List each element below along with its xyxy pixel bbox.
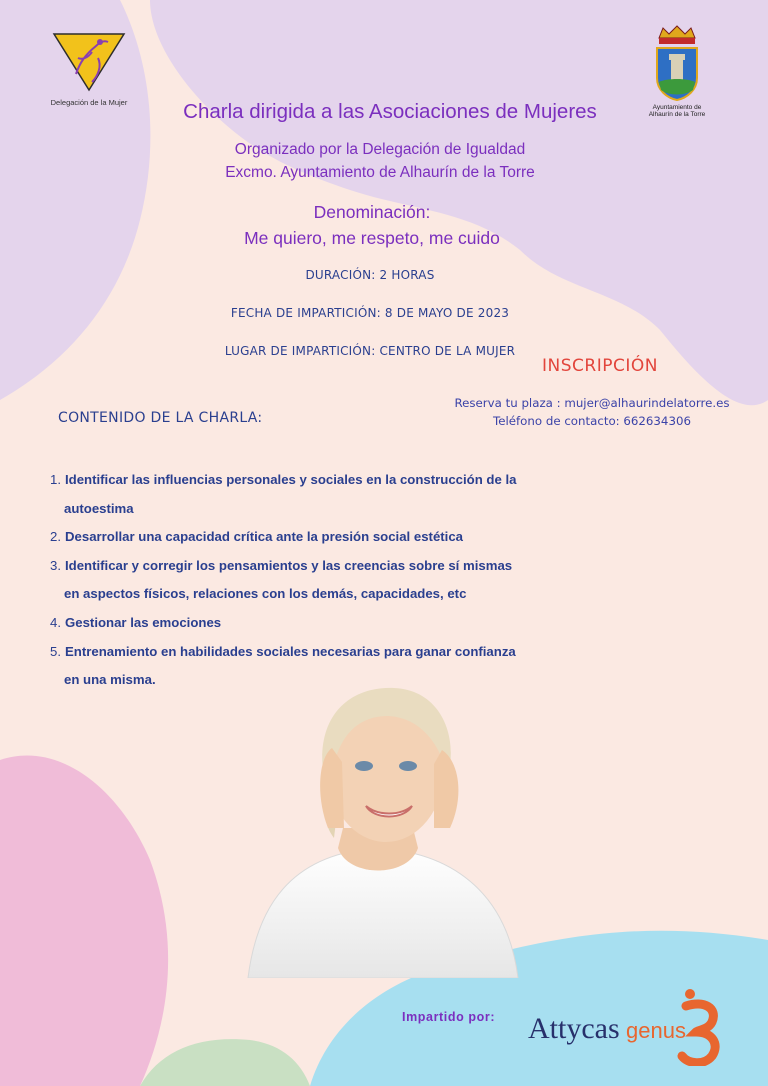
registration-heading: INSCRIPCIÓN (542, 356, 658, 376)
duration-text: DURACIÓN: 2 HORAS (305, 268, 435, 282)
brand-text-part2: genus (626, 1018, 686, 1043)
registration-phone[interactable]: Teléfono de contacto: 662634306 (493, 414, 691, 428)
list-item-number: 4. (50, 614, 61, 630)
list-item-text: Gestionar las emociones (65, 614, 222, 630)
content-heading: CONTENIDO DE LA CHARLA: (58, 410, 263, 426)
organizer-line2: Excmo. Ayuntamiento de Alhaurín de la Torre (225, 164, 535, 181)
list-item (50, 609, 570, 638)
list-item (50, 552, 570, 581)
brand-text-part1: Attycas (528, 1012, 620, 1045)
right-logo-caption-line1: Ayuntamiento de (652, 104, 702, 111)
list-item (50, 523, 570, 552)
right-logo-caption-line2: Alhaurín de la Torre (648, 111, 706, 119)
list-item-number: 1. (50, 472, 61, 487)
delegacion-mujer-logo (48, 32, 130, 107)
list-item-number: 5. (50, 643, 61, 659)
coat-of-arms-icon (653, 24, 701, 102)
list-item-continuation: en aspectos físicos, relaciones con los demás, capacidades, etc (64, 586, 467, 602)
list-item-continuation: en una misma. (64, 672, 156, 688)
denomination-value: Me quiero, me respeto, me cuido (244, 228, 500, 248)
list-item-continuation: autoestima (64, 500, 134, 516)
content-list (50, 466, 570, 695)
date-text: FECHA DE IMPARTICIÓN: 8 DE MAYO DE 2023 (230, 306, 510, 320)
organizer-line1: Organizado por la Delegación de Igualdad (234, 141, 526, 158)
list-item-number: 3. (50, 557, 61, 573)
list-item (50, 638, 570, 667)
taught-by-label: Impartido por: (402, 1010, 496, 1024)
list-item-number: 2. (50, 529, 61, 545)
list-item-text: Desarrollar una capacidad crítica ante la presión social estética (65, 529, 464, 545)
page-title: Charla dirigida a las Asociaciones de Mujeres (183, 100, 597, 123)
yellow-triangle-icon (52, 32, 126, 94)
left-logo-caption: Delegación de la Mujer (50, 98, 128, 107)
denomination-label: Denominación: (313, 202, 431, 222)
registration-email[interactable]: Reserva tu plaza : mujer@alhaurindelatorre.es (454, 396, 730, 410)
woman-portrait-image (228, 678, 528, 978)
list-item-text: Entrenamiento en habilidades sociales necesarias para ganar confianza (65, 643, 516, 659)
list-item-text: Identificar y corregir los pensamientos y las creencias sobre sí mismas (65, 557, 513, 573)
attycas-genus-logo (526, 986, 726, 1066)
place-text: LUGAR DE IMPARTICIÓN: CENTRO DE LA MUJER (224, 344, 516, 358)
list-item (50, 466, 570, 495)
list-item-text: Identificar las influencias personales y sociales en la construcción de la (65, 472, 517, 487)
